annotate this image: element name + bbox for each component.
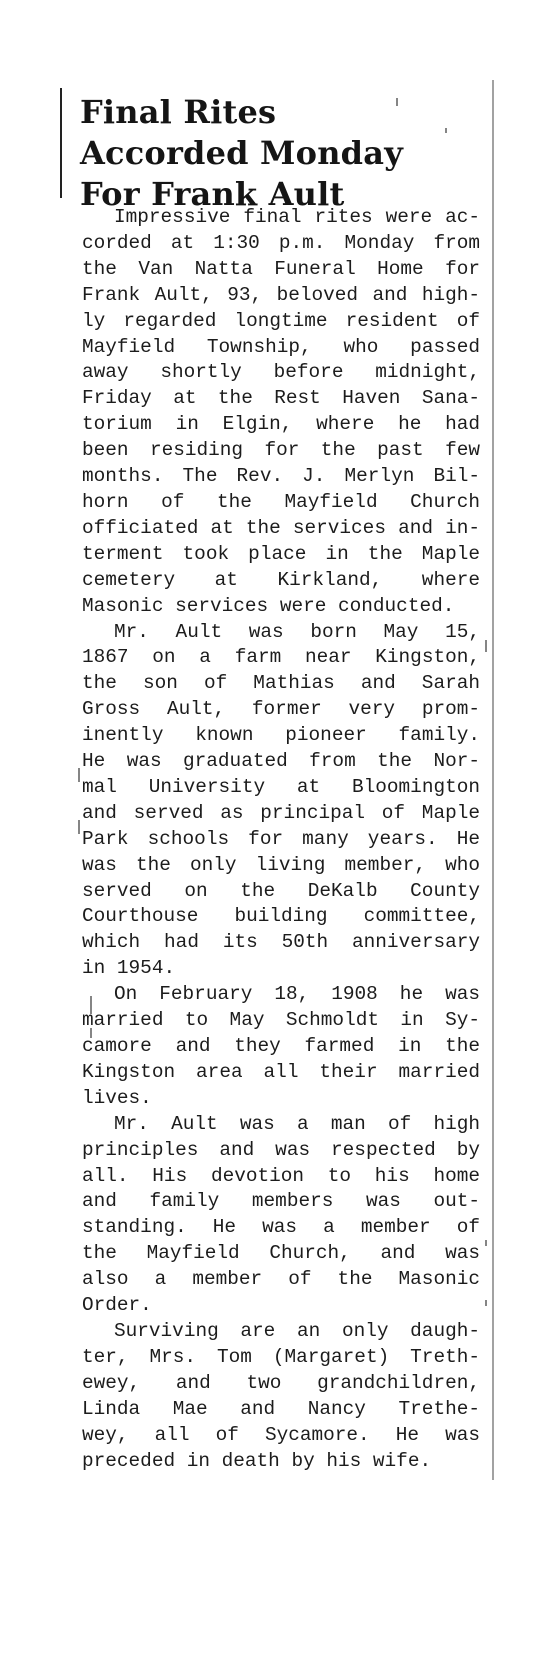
paragraph-line: inently known pioneer family. — [82, 724, 480, 747]
print-speck — [485, 1240, 487, 1246]
paragraph-line: also a member of the Masonic — [82, 1268, 480, 1291]
paragraph-line: corded at 1:30 p.m. Monday from — [82, 231, 480, 254]
paragraph-line: camore and they farmed in the — [82, 1035, 480, 1057]
paragraph-line: was the only living member, who — [82, 853, 480, 876]
paragraph-line: married to May Schmoldt in Sy- — [82, 1009, 480, 1032]
paragraph-line: horn of the Mayfield Church — [82, 490, 480, 513]
article-body — [82, 205, 480, 1474]
paragraph-line: Linda Mae and Nancy Trethe- — [82, 1397, 480, 1420]
paragraph-line: terment took place in the Maple — [82, 542, 480, 565]
paragraph-line: in 1954. — [82, 957, 176, 980]
paragraph-line: Mayfield Township, who passed — [82, 335, 480, 358]
paragraph-line: principles and was respected by — [82, 1138, 480, 1161]
paragraph-line: all. His devotion to his home — [82, 1164, 480, 1187]
paragraph-line: ly regarded longtime resident of — [82, 309, 480, 332]
paragraph-line: and served as principal of Maple — [82, 801, 480, 824]
paragraph-line: Masonic services were conducted. — [82, 594, 455, 617]
paragraph-line: 1867 on a farm near Kingston, — [82, 646, 480, 669]
print-speck — [78, 768, 80, 782]
paragraph-line: Frank Ault, 93, beloved and high- — [82, 283, 480, 306]
headline-line: Final Rites — [80, 93, 277, 131]
paragraph-line: and family members was out- — [82, 1190, 480, 1213]
paragraph-line: been residing for the past few — [82, 439, 480, 462]
paragraph-line: ewey, and two grandchildren, — [82, 1371, 480, 1394]
paragraph-line: Mr. Ault was born May 15, — [114, 620, 480, 643]
column-rule-left — [60, 88, 62, 198]
print-speck — [485, 1300, 487, 1306]
article-paragraph — [82, 1112, 480, 1319]
article-paragraph — [82, 620, 480, 983]
paragraph-line: Courthouse building committee, — [82, 905, 480, 928]
paragraph-line: preceded in death by his wife. — [82, 1449, 432, 1472]
paragraph-line: Surviving are an only daugh- — [114, 1319, 480, 1342]
headline-line: Accorded Monday — [80, 134, 403, 172]
paragraph-line: Park schools for many years. He — [82, 827, 480, 850]
paragraph-line: Kingston area all their married — [82, 1060, 480, 1083]
paragraph-line: served on the DeKalb County — [82, 879, 480, 902]
article-paragraph — [82, 982, 480, 1112]
paragraph-line: mal University at Bloomington — [82, 775, 480, 798]
paragraph-line: the Van Natta Funeral Home for — [82, 257, 480, 280]
paragraph-line: torium in Elgin, where he had — [82, 413, 480, 436]
paragraph-line: months. The Rev. J. Merlyn Bil- — [82, 465, 480, 488]
paragraph-line: wey, all of Sycamore. He was — [82, 1423, 480, 1446]
headline-line: For Frank Ault — [80, 175, 345, 213]
paragraph-line: the son of Mathias and Sarah — [82, 672, 480, 695]
paragraph-line: Gross Ault, former very prom- — [82, 698, 480, 721]
article-paragraph — [82, 205, 480, 620]
paragraph-line: Friday at the Rest Haven Sana- — [82, 387, 480, 410]
article-paragraph — [82, 1319, 480, 1474]
paragraph-line: ter, Mrs. Tom (Margaret) Treth- — [82, 1345, 480, 1368]
paragraph-line: officiated at the services and in- — [82, 516, 480, 539]
paragraph-line: lives. — [82, 1086, 152, 1109]
paragraph-line: Mr. Ault was a man of high — [114, 1112, 480, 1135]
paragraph-line: Order. — [82, 1294, 152, 1317]
paragraph-line: cemetery at Kirkland, where — [82, 568, 480, 591]
print-speck — [485, 640, 487, 652]
paragraph-line: He was graduated from the Nor- — [82, 750, 480, 773]
paragraph-line: standing. He was a member of — [82, 1216, 480, 1239]
paragraph-line: the Mayfield Church, and was — [82, 1242, 480, 1265]
column-rule-right — [492, 80, 494, 1480]
paragraph-line: which had its 50th anniversary — [82, 931, 480, 954]
paragraph-line: On February 18, 1908 he was — [114, 983, 480, 1006]
print-speck — [78, 820, 80, 834]
article-headline — [80, 92, 500, 215]
paragraph-line: Impressive final rites were ac- — [114, 206, 480, 228]
paragraph-line: away shortly before midnight, — [82, 361, 480, 384]
